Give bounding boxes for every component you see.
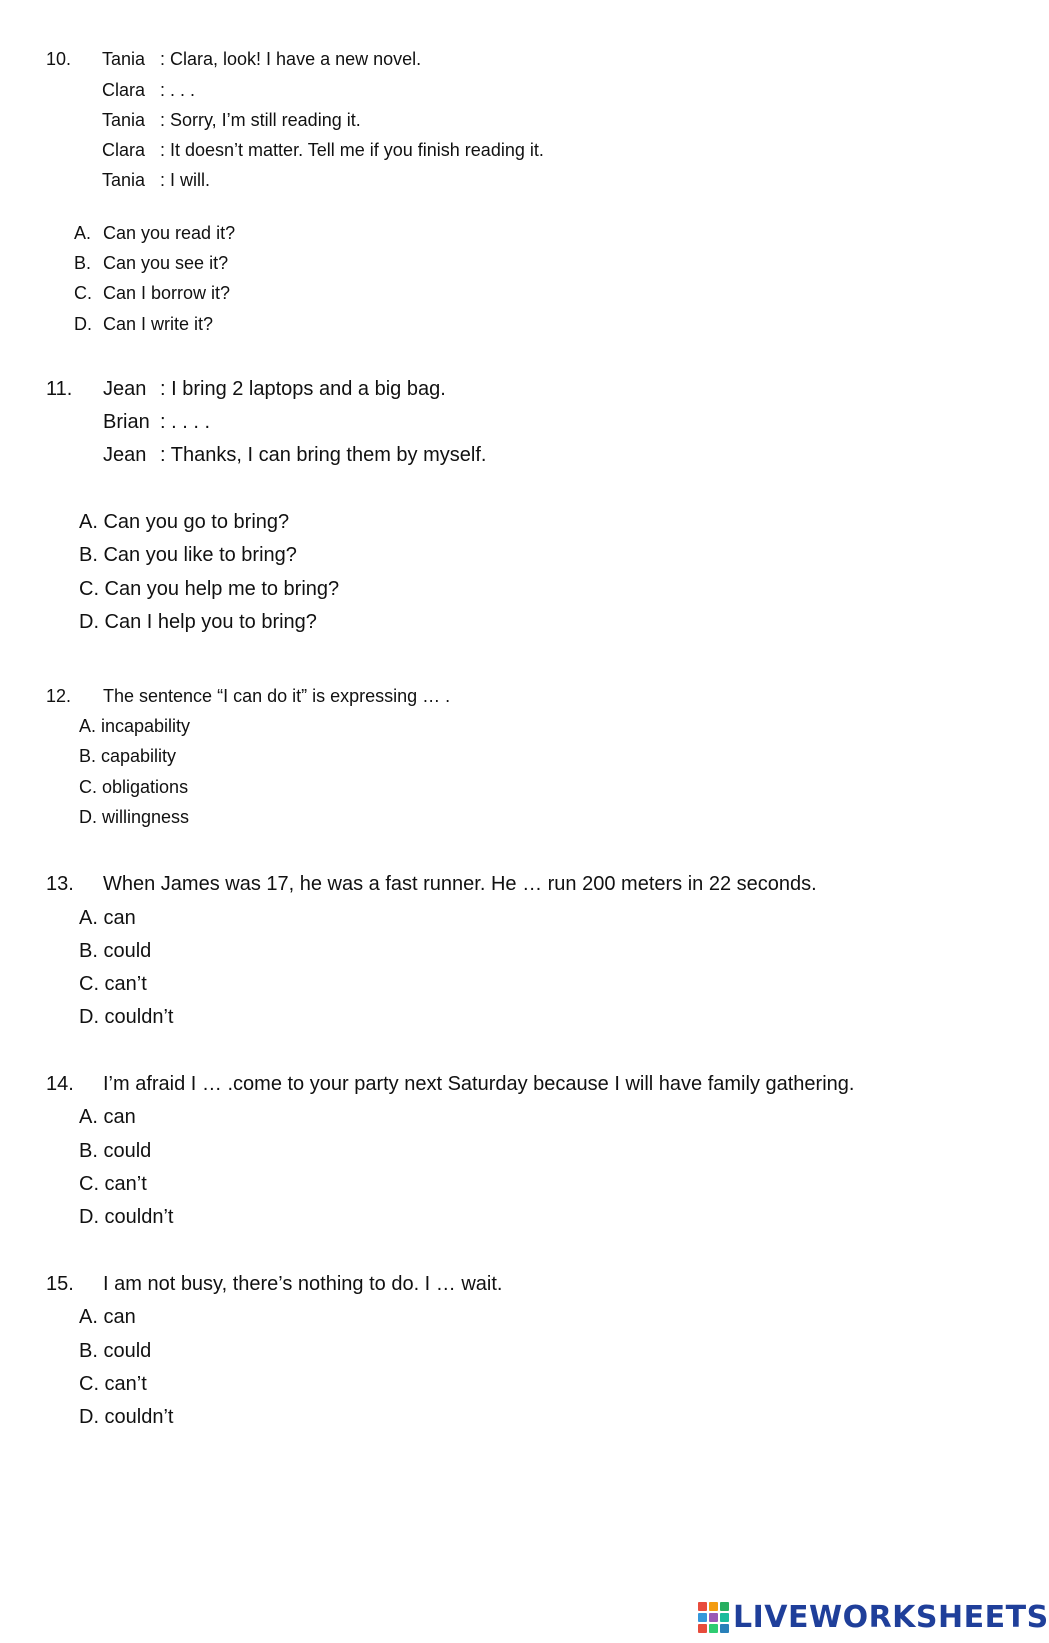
option-d[interactable]: D. willingness <box>79 807 190 827</box>
option-c[interactable]: C. can’t <box>79 1373 147 1395</box>
speaker: Brian <box>103 411 150 433</box>
question-prompt: The sentence “I can do it” is expressing … . <box>103 686 451 706</box>
question-number: 10. <box>46 49 72 69</box>
option-a[interactable]: A. can <box>79 907 136 929</box>
speaker: Clara <box>102 140 146 160</box>
question-number: 12. <box>46 686 72 706</box>
option-b[interactable]: B. could <box>79 1140 152 1162</box>
logo-square <box>698 1613 707 1622</box>
dialogue-line: : Clara, look! I have a new novel. <box>160 49 422 69</box>
dialogue-line: : I will. <box>160 170 211 190</box>
option-c[interactable]: C. Can you help me to bring? <box>79 578 340 600</box>
logo-square <box>709 1602 718 1611</box>
option-a[interactable]: A. incapability <box>79 716 191 736</box>
dialogue-line: : I bring 2 laptops and a big bag. <box>160 378 446 400</box>
question-number: 15. <box>46 1273 74 1295</box>
logo-square <box>709 1613 718 1622</box>
logo-square <box>720 1602 729 1611</box>
option-c[interactable]: C. obligations <box>79 777 189 797</box>
option-letter: C. <box>74 283 92 303</box>
option-a[interactable]: A. Can you go to bring? <box>79 511 290 533</box>
option-b[interactable]: B. Can you like to bring? <box>79 544 297 566</box>
option-letter: A. <box>74 223 92 243</box>
question-prompt: I am not busy, there’s nothing to do. I … wait. <box>103 1273 503 1295</box>
speaker: Jean <box>103 444 147 466</box>
option-b[interactable]: Can you see it? <box>103 253 229 273</box>
option-d[interactable]: D. couldn’t <box>79 1006 174 1028</box>
question-number: 11. <box>46 378 73 400</box>
question-prompt: When James was 17, he was a fast runner. He … run 200 meters in 22 seconds. <box>103 873 817 895</box>
logo-square <box>720 1624 729 1633</box>
logo-square <box>698 1602 707 1611</box>
dialogue-line: : . . . . <box>160 411 211 433</box>
speaker: Jean <box>103 378 147 400</box>
question-prompt: I’m afraid I … .come to your party next Saturday because I will have family gathering. <box>103 1073 855 1095</box>
option-c[interactable]: C. can’t <box>79 973 147 995</box>
option-a[interactable]: A. can <box>79 1106 136 1128</box>
logo-square <box>709 1624 718 1633</box>
logo-square <box>720 1613 729 1622</box>
speaker: Tania <box>102 170 146 190</box>
liveworksheets-logo <box>698 1600 1049 1635</box>
option-d[interactable]: Can I write it? <box>103 314 214 334</box>
option-letter: D. <box>74 314 92 334</box>
option-b[interactable]: B. could <box>79 1340 152 1362</box>
option-letter: B. <box>74 253 92 273</box>
speaker: Tania <box>102 49 146 69</box>
option-d[interactable]: D. couldn’t <box>79 1206 174 1228</box>
option-c[interactable]: C. can’t <box>79 1173 147 1195</box>
dialogue-line: : Sorry, I’m still reading it. <box>160 110 361 130</box>
option-d[interactable]: D. couldn’t <box>79 1406 174 1428</box>
speaker: Clara <box>102 80 146 100</box>
option-a[interactable]: A. can <box>79 1306 136 1328</box>
dialogue-line: : . . . <box>160 80 196 100</box>
option-b[interactable]: B. could <box>79 940 152 962</box>
option-c[interactable]: Can I borrow it? <box>103 283 231 303</box>
option-a[interactable]: Can you read it? <box>103 223 236 243</box>
speaker: Tania <box>102 110 146 130</box>
option-d[interactable]: D. Can I help you to bring? <box>79 611 317 633</box>
question-number: 14. <box>46 1073 74 1095</box>
question-number: 13. <box>46 873 74 895</box>
logo-square <box>698 1624 707 1633</box>
dialogue-line: : It doesn’t matter. Tell me if you finish reading it. <box>160 140 544 160</box>
dialogue-line: : Thanks, I can bring them by myself. <box>160 444 487 466</box>
liveworksheets-grid-icon <box>698 1602 729 1633</box>
logo-text: LIVEWORKSHEETS <box>733 1600 1049 1635</box>
option-b[interactable]: B. capability <box>79 746 177 766</box>
